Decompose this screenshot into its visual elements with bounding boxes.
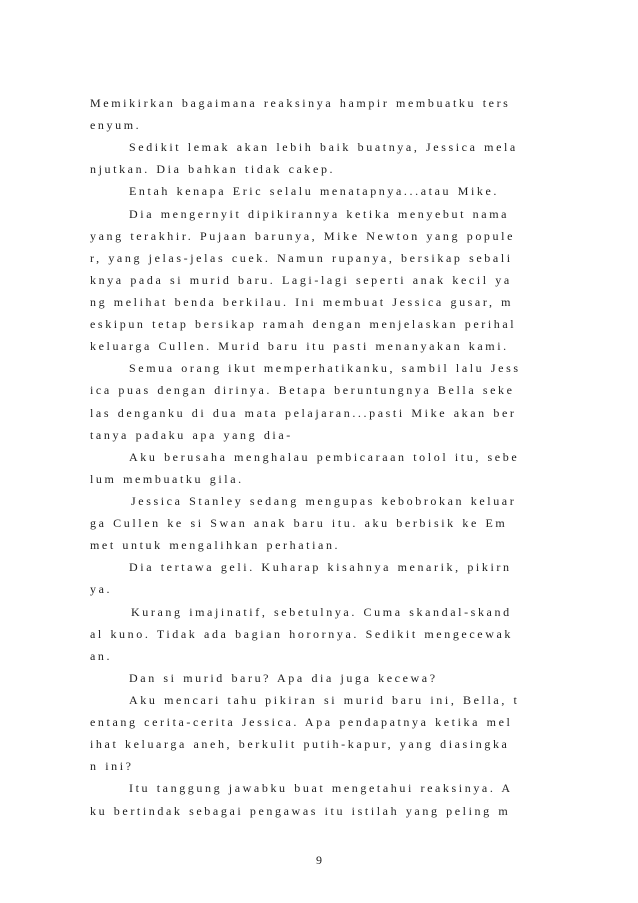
text-line: lum membuatku gila. bbox=[90, 471, 244, 486]
text-line: njutkan. Dia bahkan tidak cakep. bbox=[90, 162, 336, 177]
text-line: ng melihat benda berkilau. Ini membuat Jessica gusar, m bbox=[90, 294, 514, 309]
text-line: keluarga Cullen. Murid baru itu pasti menanyakan kami. bbox=[90, 339, 509, 354]
text-line: Entah kenapa Eric selalu menatapnya...atau Mike. bbox=[129, 184, 500, 199]
text-line: al kuno. Tidak ada bagian horornya. Sedikit mengecewak bbox=[90, 626, 514, 641]
text-line: Kurang imajinatif, sebetulnya. Cuma skandal-skand bbox=[131, 604, 512, 619]
text-line: n ini? bbox=[90, 759, 134, 774]
text-line: yang terakhir. Pujaan barunya, Mike Newton yang popule bbox=[90, 228, 515, 243]
text-line: ga Cullen ke si Swan anak baru itu. aku berbisik ke Em bbox=[90, 516, 508, 531]
text-line: ya. bbox=[90, 582, 113, 597]
text-line: Jessica Stanley sedang mengupas kebobrokan keluar bbox=[131, 493, 517, 508]
text-line: ica puas dengan dirinya. Betapa beruntungnya Bella seke bbox=[90, 383, 515, 398]
text-line: r, yang jelas-jelas cuek. Namun rupanya, bersikap sebali bbox=[90, 250, 513, 265]
text-line: Dia mengernyit dipikirannya ketika menyebut nama bbox=[129, 206, 510, 221]
text-line: Memikirkan bagaimana reaksinya hampir membuatku ters bbox=[90, 96, 511, 110]
text-line: Dan si murid baru? Apa dia juga kecewa? bbox=[129, 670, 438, 685]
page-number: 9 bbox=[316, 853, 322, 867]
text-line: las denganku di dua mata pelajaran...pasti Mike akan ber bbox=[90, 405, 517, 420]
text-line: knya pada si murid baru. Lagi-lagi seperti anak kecil ya bbox=[90, 272, 512, 287]
text-line: Semua orang ikut memperhatikanku, sambil lalu Jess bbox=[129, 361, 521, 376]
text-line: met untuk mengalihkan perhatian. bbox=[90, 538, 341, 553]
text-line: Sedikit lemak akan lebih baik buatnya, Jessica mela bbox=[129, 140, 518, 155]
text-line: Itu tanggung jawabku buat mengetahui reaksinya. A bbox=[129, 781, 513, 796]
text-line: Dia tertawa geli. Kuharap kisahnya menarik, pikirn bbox=[129, 560, 512, 575]
text-line: an. bbox=[90, 648, 113, 663]
text-line: Aku berusaha menghalau pembicaraan tolol itu, sebe bbox=[129, 449, 520, 464]
text-line: tanya padaku apa yang dia- bbox=[90, 427, 293, 442]
text-line: ihat keluarga aneh, berkulit putih-kapur, yang diasingka bbox=[90, 737, 510, 752]
text-line: entang cerita-cerita Jessica. Apa pendapatnya ketika mel bbox=[90, 715, 513, 730]
text-line: ku bertindak sebagai pengawas itu istilah yang peling m bbox=[90, 803, 511, 818]
text-line: enyum. bbox=[90, 118, 142, 133]
body-text bbox=[90, 92, 570, 822]
text-line: Aku mencari tahu pikiran si murid baru ini, Bella, t bbox=[129, 692, 520, 707]
text-line: eskipun tetap bersikap ramah dengan menjelaskan perihal bbox=[90, 317, 517, 332]
